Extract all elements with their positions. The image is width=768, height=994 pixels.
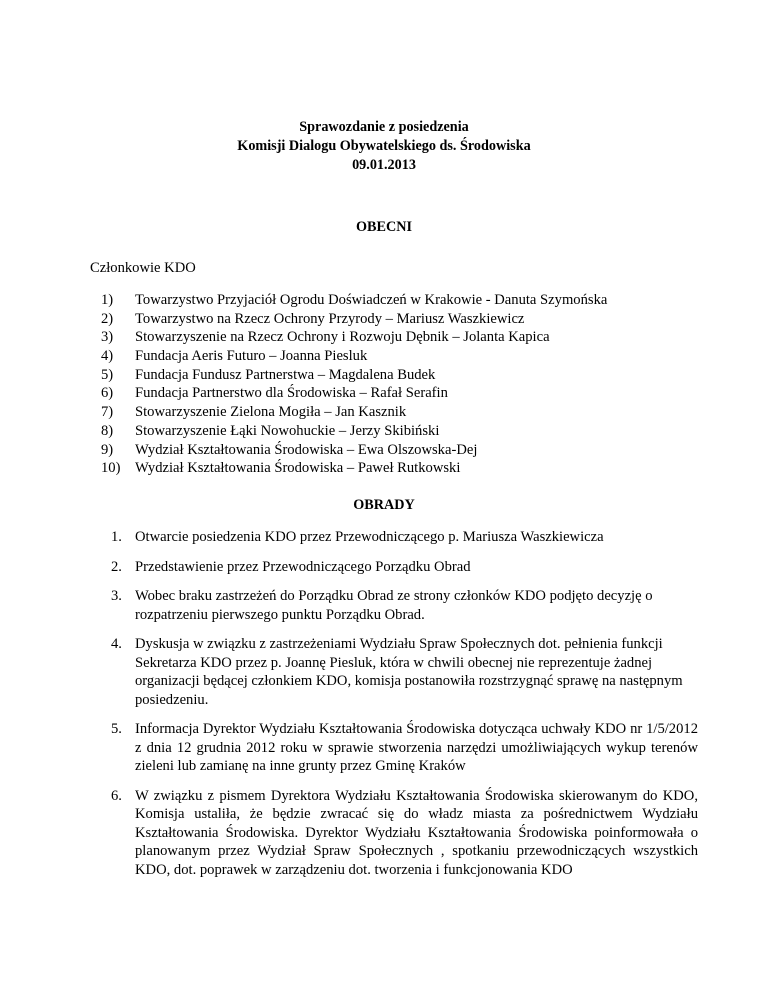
list-item-text: Fundacja Aeris Futuro – Joanna Piesluk (135, 348, 368, 365)
list-item-text: W związku z pismem Dyrektora Wydziału Kształtowania Środowiska skierowanym do KDO, Komisja ustaliła, że będzie zwracać się do władz miasta za pośrednictwem Wydziału Kształtowania Środowiska. Dyrektor Wydziału Kształtowania Środowiska poinformowała o planowanym przez Wydział Spraw Społecznych , spotkaniu przewodniczących wszystkich KDO, dot. poprawek w zarządzeniu dot. tworzenia i funkcjonowania KDO (135, 787, 698, 878)
title-date: 09.01.2013 (352, 157, 416, 173)
list-item-number: 6) (101, 385, 114, 402)
list-item (101, 347, 607, 366)
list-item-number: 5. (111, 721, 122, 737)
list-item-text: Stowarzyszenie na Rzecz Ochrony i Rozwoju Dębnik – Jolanta Kapica (135, 329, 550, 346)
list-item-number: 3) (101, 329, 114, 346)
list-item (111, 587, 698, 624)
list-item-number: 3. (111, 588, 122, 604)
list-item (101, 291, 607, 310)
list-item-number: 4) (101, 348, 114, 365)
list-item-text: Fundacja Partnerstwo dla Środowiska – Rafał Serafin (135, 385, 448, 402)
list-item (111, 528, 698, 547)
list-item-number: 9) (101, 441, 114, 458)
list-item (101, 310, 607, 329)
members-list (101, 291, 607, 478)
list-item (101, 328, 607, 347)
members-label: Członkowie KDO (90, 260, 196, 276)
list-item-number: 2. (111, 558, 122, 575)
heading-proceedings: OBRADY (353, 497, 415, 513)
list-item (101, 384, 607, 403)
list-item-number: 6. (111, 787, 122, 804)
list-item-text: Towarzystwo na Rzecz Ochrony Przyrody – Mariusz Waszkiewicz (135, 310, 525, 327)
list-item-text: Stowarzyszenie Zielona Mogiła – Jan Kasznik (135, 404, 407, 421)
list-item (101, 403, 607, 422)
list-item-text: Przedstawienie przez Przewodniczącego Porządku Obrad (135, 558, 471, 575)
list-item-text: Informacja Dyrektor Wydziału Kształtowania Środowiska dotycząca uchwały KDO nr 1/5/2012 z dnia 12 grudnia 2012 roku w sprawie stworzenia narzędzi umożliwiających wykup terenów zieleni lub zamianę na inne grunty przez Gminę Kraków (135, 721, 698, 774)
list-item-text: Stowarzyszenie Łąki Nowohuckie – Jerzy Skibiński (135, 422, 440, 439)
list-item-number: 4. (111, 636, 122, 652)
list-item (111, 720, 698, 776)
list-item (111, 635, 698, 709)
list-item-text: Wobec braku zastrzeżeń do Porządku Obrad ze strony członków KDO podjęto decyzję o rozpatrzeniu pierwszego punktu Porządku Obrad. (135, 588, 653, 623)
list-item (111, 787, 698, 880)
heading-present: OBECNI (356, 219, 412, 235)
list-item-text: Towarzystwo Przyjaciół Ogrodu Doświadczeń w Krakowie - Danuta Szymońska (135, 292, 608, 308)
list-item-number: 8) (101, 422, 114, 439)
list-item-number: 1. (111, 529, 122, 545)
title-line-2: Komisji Dialogu Obywatelskiego ds. Środowiska (237, 138, 531, 154)
list-item-number: 2) (101, 310, 114, 327)
list-item-text: Fundacja Fundusz Partnerstwa – Magdalena Budek (135, 366, 436, 383)
list-item (111, 558, 698, 577)
list-item (101, 441, 607, 460)
list-item-number: 1) (101, 292, 114, 308)
list-item-number: 10) (101, 460, 121, 477)
list-item-text: Wydział Kształtowania Środowiska – Paweł Rutkowski (135, 460, 461, 477)
list-item-text: Wydział Kształtowania Środowiska – Ewa Olszowska-Dej (135, 441, 478, 458)
list-item (101, 366, 607, 385)
title-line-1: Sprawozdanie z posiedzenia (299, 119, 469, 135)
list-item-text: Otwarcie posiedzenia KDO przez Przewodniczącego p. Mariusza Waszkiewicza (135, 529, 604, 545)
list-item (101, 422, 607, 441)
proceedings-list (111, 528, 698, 890)
document-title (0, 118, 768, 175)
list-item (101, 459, 607, 478)
list-item-text: Dyskusja w związku z zastrzeżeniami Wydziału Spraw Społecznych dot. pełnienia funkcji Sekretarza KDO przez p. Joannę Piesluk, która w chwili obecnej nie reprezentuje żadnej organizacji będącej członkiem KDO, komisja postanowiła rozstrzygnąć sprawę na następnym posiedzeniu. (135, 636, 683, 708)
list-item-number: 5) (101, 366, 114, 383)
list-item-number: 7) (101, 404, 114, 421)
